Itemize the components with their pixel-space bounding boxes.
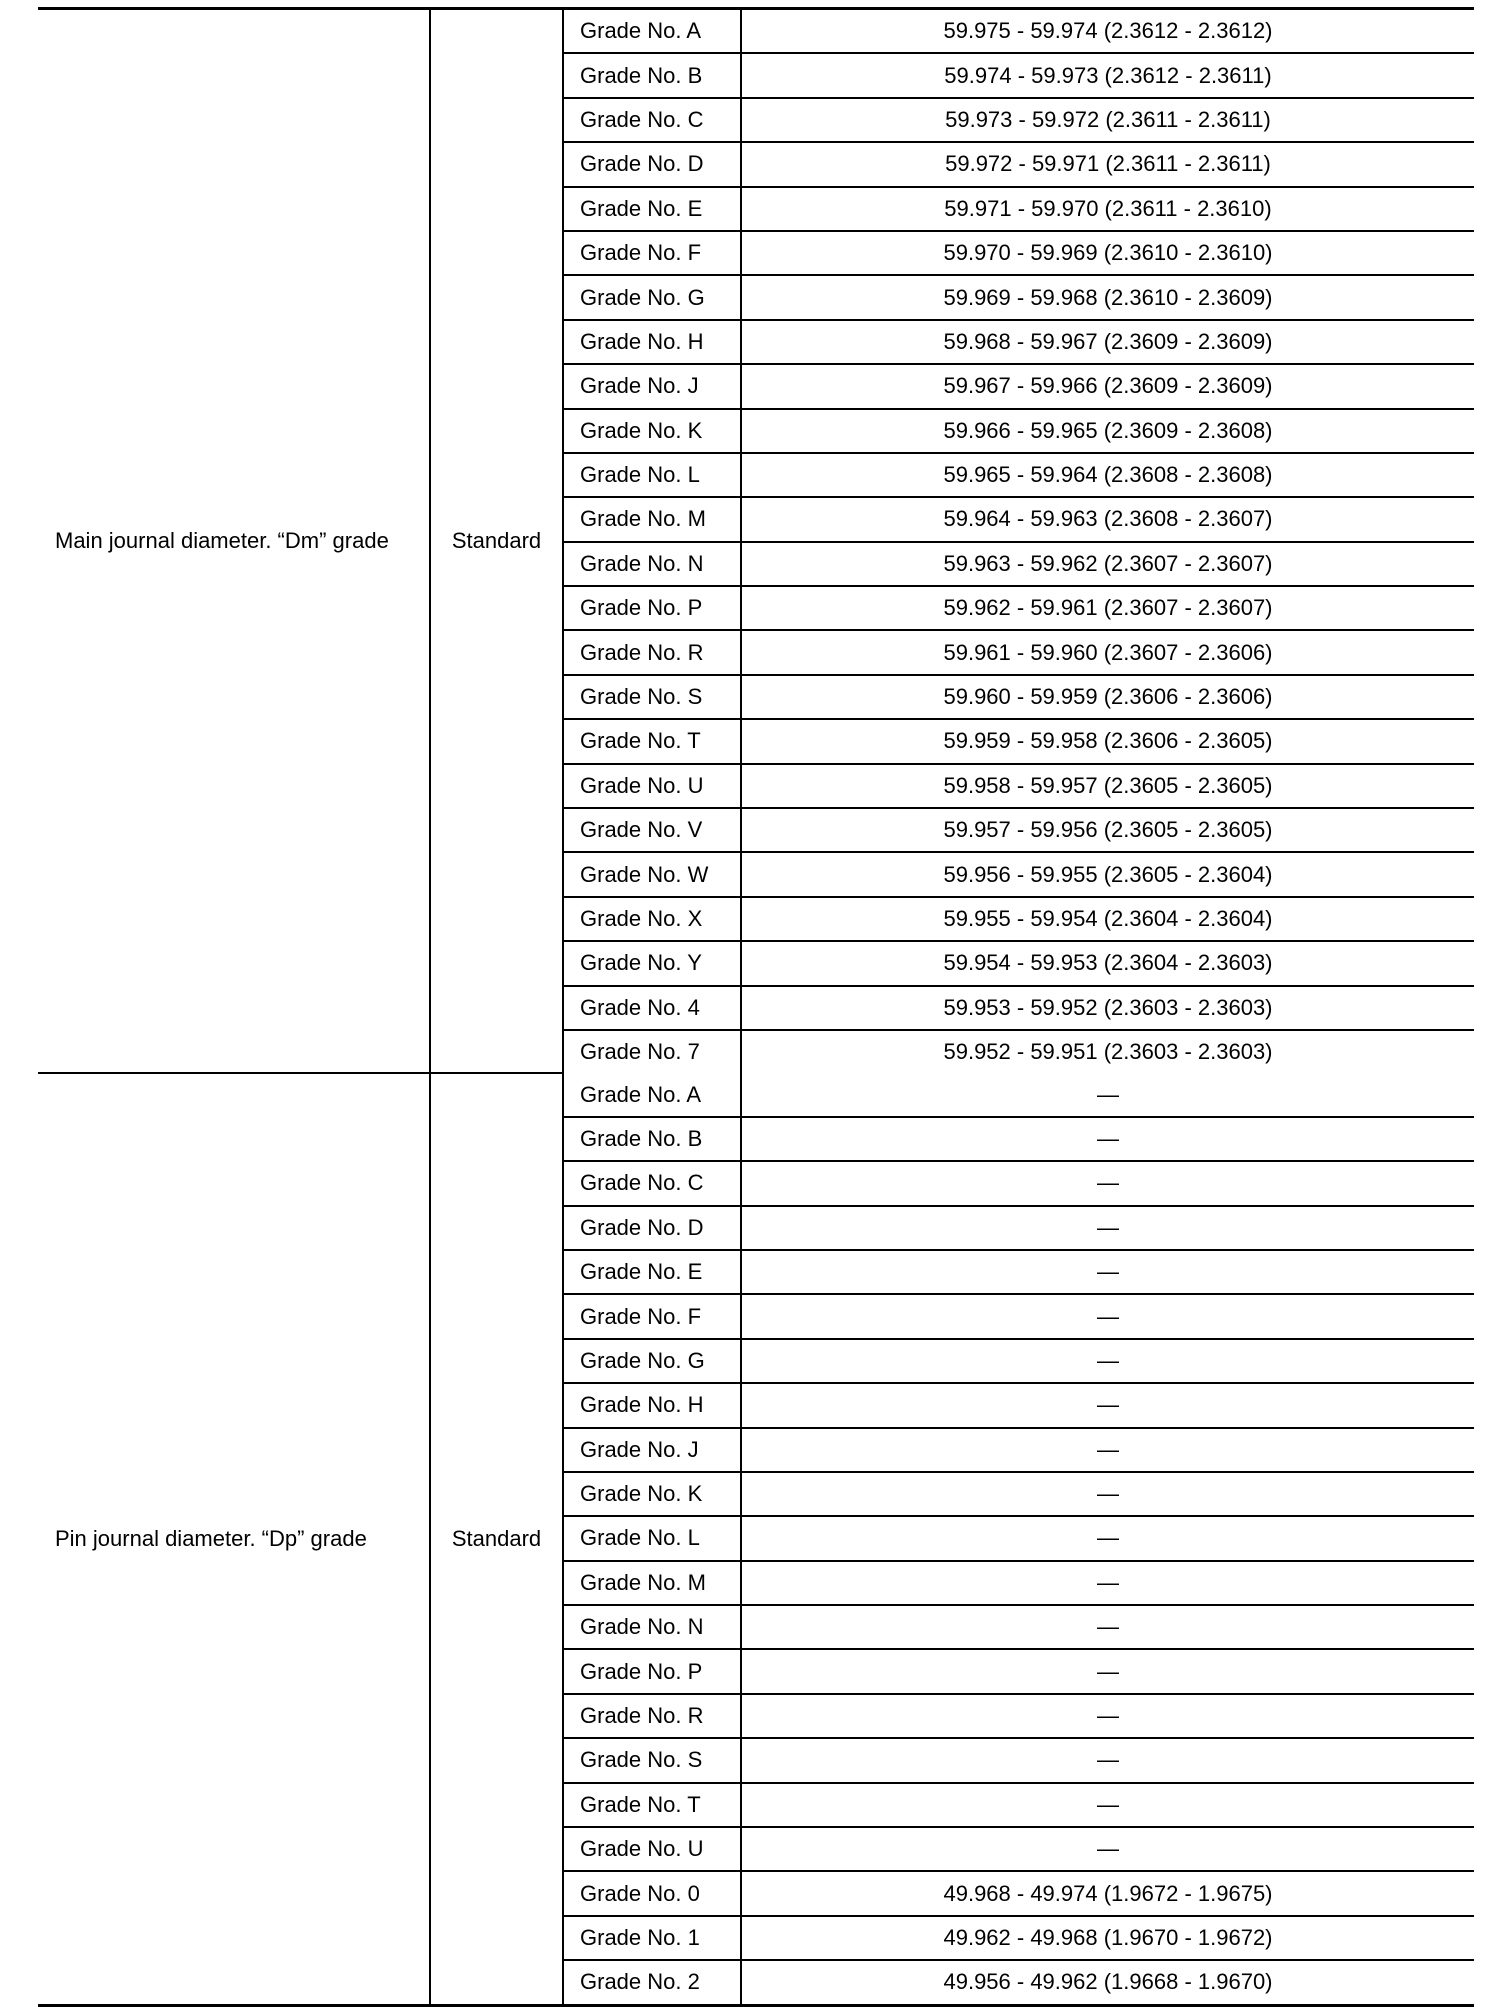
diameter-value-cell: — [741,1073,1474,1116]
diameter-value-cell: 49.968 - 49.974 (1.9672 - 1.9675) [741,1871,1474,1915]
grade-cell: Grade No. 4 [563,986,741,1030]
diameter-value-cell: 59.959 - 59.958 (2.3606 - 2.3605) [741,719,1474,763]
grade-cell: Grade No. K [563,1472,741,1516]
grade-cell: Grade No. H [563,320,741,364]
diameter-value-cell: 49.962 - 49.968 (1.9670 - 1.9672) [741,1916,1474,1960]
diameter-value-cell: 49.956 - 49.962 (1.9668 - 1.9670) [943,1969,1273,1995]
grade-cell: Grade No. W [563,852,741,896]
diameter-value-cell: 59.962 - 59.961 (2.3607 - 2.3607) [741,586,1474,630]
diameter-value-cell: 59.961 - 59.960 (2.3607 - 2.3606) [741,630,1474,674]
diameter-value-cell: 59.971 - 59.970 (2.3611 - 2.3610) [741,187,1474,231]
grade-cell: Grade No. R [563,630,741,674]
grade-cell: Grade No. 7 [563,1030,741,1073]
grade-cell: Grade No. E [563,187,741,231]
diameter-value-cell: 59.966 - 59.965 (2.3609 - 2.3608) [741,409,1474,453]
grade-cell: Grade No. S [563,675,741,719]
condition-cell: Standard [430,1073,563,2005]
grade-cell: Grade No. G [563,1339,741,1383]
grade-cell: Grade No. N [563,1605,741,1649]
grade-cell: Grade No. A [563,1073,741,1116]
grade-cell: Grade No. G [563,275,741,319]
grade-cell: Grade No. R [563,1694,741,1738]
diameter-value-cell: — [741,1561,1474,1605]
diameter-value-cell: 59.973 - 59.972 (2.3611 - 2.3611) [741,98,1474,142]
grade-cell: Grade No. H [563,1383,741,1427]
grade-cell: Grade No. P [563,586,741,630]
diameter-value-cell: — [741,1117,1474,1161]
diameter-value-cell: 59.957 - 59.956 (2.3605 - 2.3605) [741,808,1474,852]
condition-cell: Standard [430,9,563,1074]
grade-cell: Grade No. U [563,764,741,808]
grade-cell: Grade No. Y [563,941,741,985]
grade-cell: Grade No. M [563,1561,741,1605]
grade-cell: Grade No. L [563,1516,741,1560]
diameter-value-cell: — [741,1516,1474,1560]
grade-cell: Grade No. 1 [563,1916,741,1960]
journal-grade-table [38,7,1474,2007]
grade-cell: Grade No. S [563,1738,741,1782]
diameter-value-cell: — [741,1339,1474,1383]
diameter-value-cell: — [741,1827,1474,1871]
diameter-value-cell: — [741,1250,1474,1294]
diameter-value-cell: — [741,1738,1474,1782]
item-label-cell: Pin journal diameter. “Dp” grade [38,1073,430,2005]
diameter-value-cell: 59.969 - 59.968 (2.3610 - 2.3609) [741,275,1474,319]
diameter-value-cell: 59.970 - 59.969 (2.3610 - 2.3610) [741,231,1474,275]
diameter-value-cell: — [741,1206,1474,1250]
grade-cell: Grade No. A [563,9,741,54]
grade-cell: Grade No. B [563,53,741,97]
diameter-value-cell: 59.952 - 59.951 (2.3603 - 2.3603) [943,1039,1273,1065]
grade-cell: Grade No. J [563,1428,741,1472]
diameter-value-cell: — [741,1161,1474,1205]
diameter-value-cell: 59.954 - 59.953 (2.3604 - 2.3603) [741,941,1474,985]
diameter-value-cell: 59.968 - 59.967 (2.3609 - 2.3609) [741,320,1474,364]
grade-cell: Grade No. C [563,1161,741,1205]
diameter-value-cell: 59.975 - 59.974 (2.3612 - 2.3612) [741,9,1474,54]
item-label-cell: Main journal diameter. “Dm” grade [38,9,430,1074]
table-row [38,9,1474,54]
diameter-value-cell: 59.964 - 59.963 (2.3608 - 2.3607) [741,497,1474,541]
diameter-value-cell: — [741,1294,1474,1338]
grade-cell: Grade No. 0 [563,1871,741,1915]
diameter-value-cell: 59.960 - 59.959 (2.3606 - 2.3606) [741,675,1474,719]
diameter-value-cell: — [741,1649,1474,1693]
grade-cell: Grade No. T [563,719,741,763]
diameter-value-cell: — [741,1472,1474,1516]
grade-cell: Grade No. J [563,364,741,408]
grade-cell: Grade No. D [563,1206,741,1250]
diameter-value-cell: — [741,1694,1474,1738]
grade-cell: Grade No. F [563,231,741,275]
grade-cell: Grade No. D [563,142,741,186]
diameter-value-cell: — [741,1383,1474,1427]
diameter-value-cell: — [741,1428,1474,1472]
grade-cell: Grade No. B [563,1117,741,1161]
grade-cell: Grade No. N [563,542,741,586]
grade-cell: Grade No. K [563,409,741,453]
grade-cell: Grade No. X [563,897,741,941]
grade-cell: Grade No. C [563,98,741,142]
diameter-value-cell: — [741,1605,1474,1649]
grade-cell: Grade No. L [563,453,741,497]
diameter-value-cell: 59.963 - 59.962 (2.3607 - 2.3607) [741,542,1474,586]
diameter-value-cell: 59.958 - 59.957 (2.3605 - 2.3605) [741,764,1474,808]
grade-cell: Grade No. P [563,1649,741,1693]
diameter-value-cell: 59.965 - 59.964 (2.3608 - 2.3608) [741,453,1474,497]
diameter-value-cell: — [741,1783,1474,1827]
grade-cell: Grade No. F [563,1294,741,1338]
grade-cell: Grade No. V [563,808,741,852]
diameter-value-cell: 59.956 - 59.955 (2.3605 - 2.3604) [741,852,1474,896]
diameter-value-cell: 59.972 - 59.971 (2.3611 - 2.3611) [741,142,1474,186]
diameter-value-cell: 59.967 - 59.966 (2.3609 - 2.3609) [741,364,1474,408]
table-row [38,1073,1474,1116]
diameter-value-cell: 59.974 - 59.973 (2.3612 - 2.3611) [741,53,1474,97]
diameter-value-cell: 59.953 - 59.952 (2.3603 - 2.3603) [741,986,1474,1030]
grade-cell: Grade No. M [563,497,741,541]
grade-cell: Grade No. U [563,1827,741,1871]
grade-cell: Grade No. E [563,1250,741,1294]
grade-cell: Grade No. T [563,1783,741,1827]
grade-cell: Grade No. 2 [563,1960,741,2005]
diameter-value-cell: 59.955 - 59.954 (2.3604 - 2.3604) [741,897,1474,941]
table-body [38,9,1474,2006]
